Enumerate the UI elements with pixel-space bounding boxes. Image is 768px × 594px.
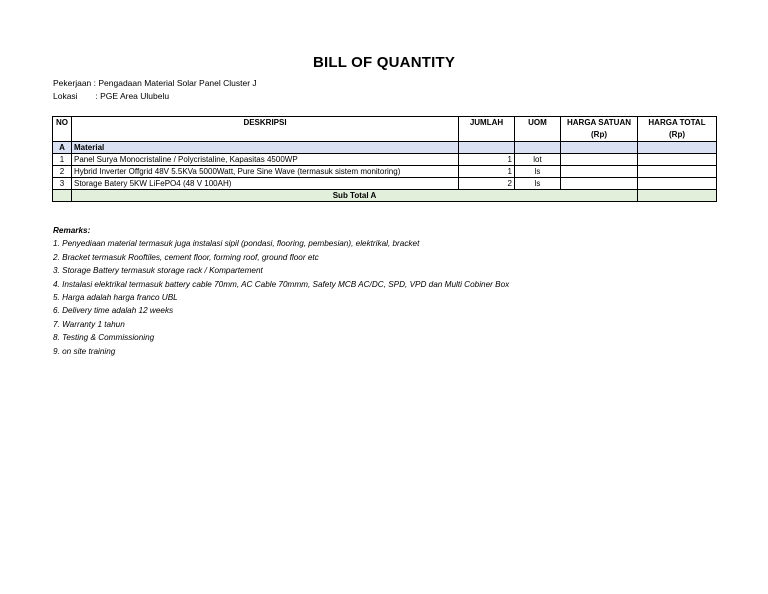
header-jumlah: JUMLAH bbox=[459, 117, 515, 142]
table-row bbox=[53, 154, 717, 166]
subtotal-value bbox=[638, 190, 717, 202]
row-deskripsi: Storage Batery 5KW LiFePO4 (48 V 100AH) bbox=[72, 178, 459, 190]
row-harga-total bbox=[638, 166, 717, 178]
header-harga-total bbox=[638, 117, 717, 142]
table-row bbox=[53, 166, 717, 178]
row-harga-total bbox=[638, 178, 717, 190]
header-deskripsi: DESKRIPSI bbox=[72, 117, 459, 142]
row-jumlah: 1 bbox=[459, 154, 515, 166]
subtotal-label: Sub Total A bbox=[72, 190, 638, 202]
remark-item: 3. Storage Battery termasuk storage rack / Kompartement bbox=[53, 266, 263, 276]
remarks-block bbox=[53, 224, 509, 358]
row-deskripsi: Panel Surya Monocristaline / Polycristaline, Kapasitas 4500WP bbox=[72, 154, 459, 166]
table-row bbox=[53, 178, 717, 190]
row-uom: lot bbox=[515, 154, 561, 166]
row-no: 2 bbox=[53, 166, 72, 178]
remarks-title: Remarks: bbox=[53, 226, 91, 235]
remark-item: 8. Testing & Commissioning bbox=[53, 333, 155, 343]
pekerjaan-line bbox=[53, 78, 257, 88]
remark-item: 7. Warranty 1 tahun bbox=[53, 319, 125, 329]
row-jumlah: 1 bbox=[459, 166, 515, 178]
header-harga-satuan-unit: (Rp) bbox=[591, 130, 607, 139]
remark-item: 6. Delivery time adalah 12 weeks bbox=[53, 306, 174, 316]
remark-item: 9. on site training bbox=[53, 346, 116, 356]
row-no: 1 bbox=[53, 154, 72, 166]
row-harga-total bbox=[638, 154, 717, 166]
pekerjaan-value: : Pengadaan Material Solar Panel Cluster J bbox=[93, 78, 257, 88]
header-harga-total-label: HARGA TOTAL bbox=[648, 118, 706, 127]
header-harga-satuan bbox=[561, 117, 638, 142]
row-harga-satuan bbox=[561, 166, 638, 178]
pekerjaan-label: Pekerjaan bbox=[53, 78, 92, 88]
section-no: A bbox=[53, 142, 72, 154]
remark-item: 1. Penyediaan material termasuk juga instalasi sipil (pondasi, flooring, pembesian), elektrikal, bracket bbox=[53, 239, 420, 249]
boq-table bbox=[52, 116, 717, 202]
row-uom: ls bbox=[515, 166, 561, 178]
row-harga-satuan bbox=[561, 178, 638, 190]
header-no: NO bbox=[53, 117, 72, 142]
remark-item: 4. Instalasi elektrikal termasuk battery cable 70mm, AC Cable 70mmm, Safety MCB AC/DC, SPD, VPD dan Multi Cobiner Box bbox=[53, 279, 510, 289]
lokasi-value: : PGE Area Ulubelu bbox=[95, 91, 170, 101]
row-deskripsi: Hybrid Inverter Offgrid 48V 5.5KVa 5000Watt, Pure Sine Wave (termasuk sistem monitoring) bbox=[72, 166, 459, 178]
header-harga-total-unit: (Rp) bbox=[669, 130, 685, 139]
row-no: 3 bbox=[53, 178, 72, 190]
row-harga-satuan bbox=[561, 154, 638, 166]
row-uom: ls bbox=[515, 178, 561, 190]
table-header-row bbox=[53, 117, 717, 142]
section-row bbox=[53, 142, 717, 154]
row-jumlah: 2 bbox=[459, 178, 515, 190]
header-harga-satuan-label: HARGA SATUAN bbox=[567, 118, 631, 127]
lokasi-line bbox=[53, 91, 169, 101]
remark-item: 2. Bracket termasuk Rooftiles, cement floor, forming roof, ground floor etc bbox=[53, 252, 319, 262]
remark-item: 5. Harga adalah harga franco UBL bbox=[53, 293, 178, 303]
document-title: BILL OF QUANTITY bbox=[312, 54, 456, 71]
header-uom: UOM bbox=[515, 117, 561, 142]
section-label: Material bbox=[72, 142, 459, 154]
lokasi-label: Lokasi bbox=[53, 91, 78, 101]
subtotal-row bbox=[53, 190, 717, 202]
